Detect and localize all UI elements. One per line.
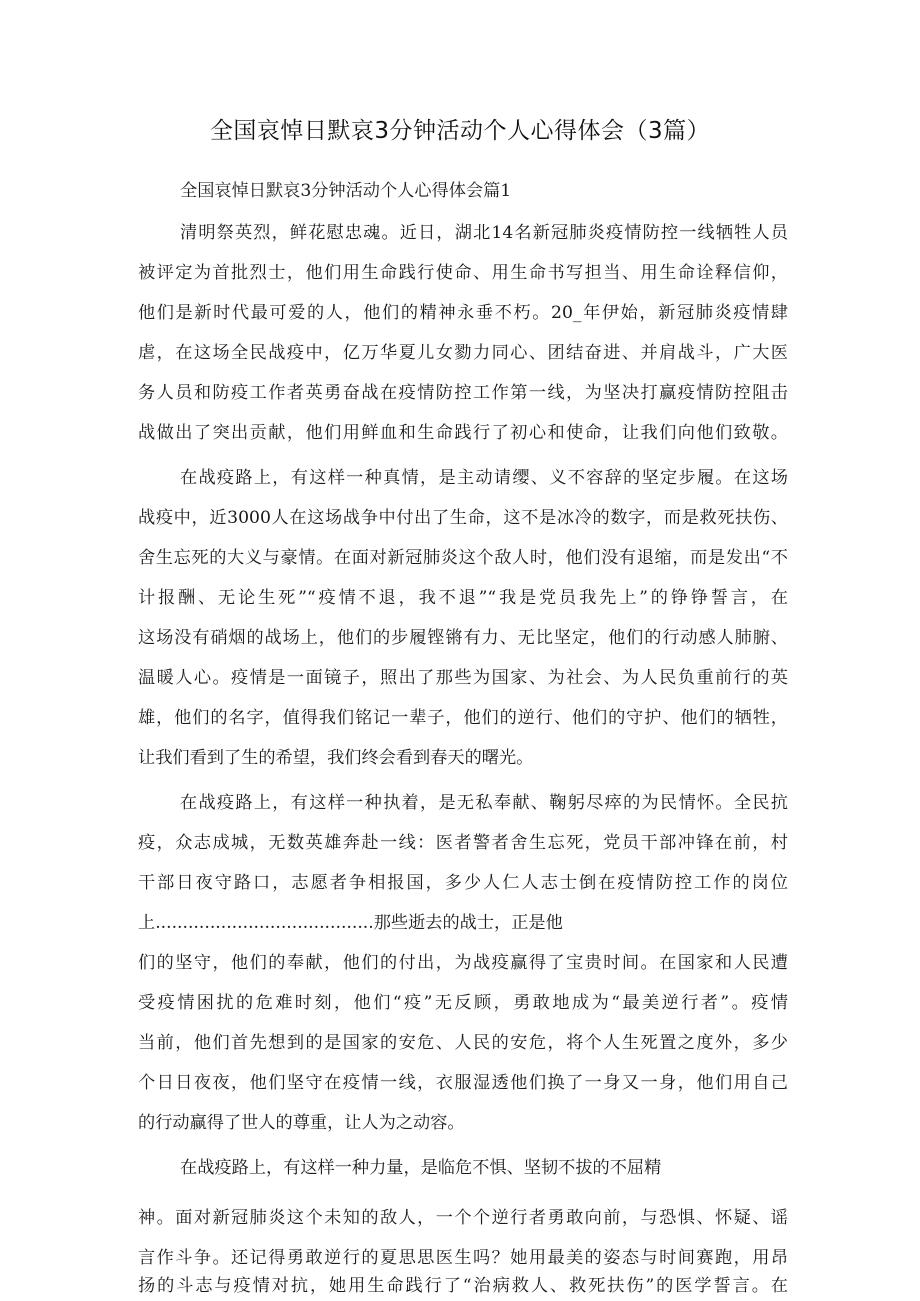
paragraph-line: 们的坚守，他们的奉献，他们的付出，为战疫赢得了宝贵时间。在国家和人民遭: [138, 953, 788, 973]
paragraph-line: 在战疫路上，有这样一种力量，是临危不惧、坚韧不拔的不屈精: [180, 1158, 662, 1178]
paragraph-line: 雄，他们的名字，值得我们铭记一辈子，他们的逆行、他们的守护、他们的牺牲，: [138, 708, 788, 728]
paragraph-line: 个日日夜夜，他们坚守在疫情一线，衣服湿透他们换了一身又一身，他们用自己: [138, 1073, 788, 1093]
paragraph-line: 疫，众志成城，无数英雄奔赴一线：医者警者舍生忘死，党员干部冲锋在前，村: [138, 833, 788, 853]
paragraph-line: 舍生忘死的大义与豪情。在面对新冠肺炎这个敌人时，他们没有退缩，而是发出“不: [138, 548, 788, 568]
paragraph-line: 扬的斗志与疫情对抗，她用生命践行了“治病救人、救死扶伤”的医学誓言。在: [138, 1276, 788, 1296]
section-heading: 全国哀悼日默哀3分钟活动个人心得体会篇1: [180, 181, 512, 201]
paragraph-line: 神。面对新冠肺炎这个未知的敌人，一个个逆行者勇敢向前，与恐惧、怀疑、谣: [138, 1208, 788, 1228]
paragraph-line: 的行动赢得了世人的尊重，让人为之动容。: [138, 1113, 465, 1133]
paragraph-line: 让我们看到了生的希望，我们终会看到春天的曙光。: [138, 748, 534, 768]
paragraph-line: 战做出了突出贡献，他们用鲜血和生命践行了初心和使命，让我们向他们致敬。: [138, 423, 788, 443]
paragraph-line: 计报酬、无论生死”“疫情不退，我不退”“我是党员我先上”的铮铮誓言，在: [138, 588, 788, 608]
paragraph-line: 言作斗争。还记得勇敢逆行的夏思思医生吗？她用最美的姿态与时间赛跑，用昂: [138, 1248, 788, 1268]
document-title: 全国哀悼日默哀3分钟活动个人心得体会（3篇）: [209, 118, 711, 144]
paragraph-line: 被评定为首批烈士，他们用生命践行使命、用生命书写担当、用生命诠释信仰，: [138, 263, 788, 283]
paragraph-line: 上........................................那些逝去的战士，正是他: [138, 913, 563, 933]
paragraph-line: 他们是新时代最可爱的人，他们的精神永垂不朽。20_年伊始，新冠肺炎疫情肆: [138, 303, 788, 323]
paragraph-line: 清明祭英烈，鲜花慰忠魂。近日，湖北14名新冠肺炎疫情防控一线牺牲人员: [180, 223, 788, 243]
paragraph-line: 虐，在这场全民战疫中，亿万华夏儿女勠力同心、团结奋进、并肩战斗，广大医: [138, 343, 788, 363]
paragraph-line: 受疫情困扰的危难时刻，他们“疫”无反顾，勇敢地成为“最美逆行者”。疫情: [138, 993, 788, 1013]
paragraph-line: 战疫中，近3000人在这场战争中付出了生命，这不是冰冷的数字，而是救死扶伤、: [138, 508, 788, 528]
paragraph-line: 当前，他们首先想到的是国家的安危、人民的安危，将个人生死置之度外，多少: [138, 1033, 788, 1053]
paragraph-line: 这场没有硝烟的战场上，他们的步履铿锵有力、无比坚定，他们的行动感人肺腑、: [138, 628, 788, 648]
paragraph-line: 务人员和防疫工作者英勇奋战在疫情防控工作第一线，为坚决打赢疫情防控阻击: [138, 383, 788, 403]
paragraph-line: 在战疫路上，有这样一种执着，是无私奉献、鞠躬尽瘁的为民情怀。全民抗: [180, 793, 788, 813]
paragraph-line: 干部日夜守路口，志愿者争相报国，多少人仁人志士倒在疫情防控工作的岗位: [138, 873, 788, 893]
paragraph-line: 温暖人心。疫情是一面镜子，照出了那些为国家、为社会、为人民负重前行的英: [138, 668, 788, 688]
paragraph-line: 在战疫路上，有这样一种真情，是主动请缨、义不容辞的坚定步履。在这场: [180, 468, 788, 488]
